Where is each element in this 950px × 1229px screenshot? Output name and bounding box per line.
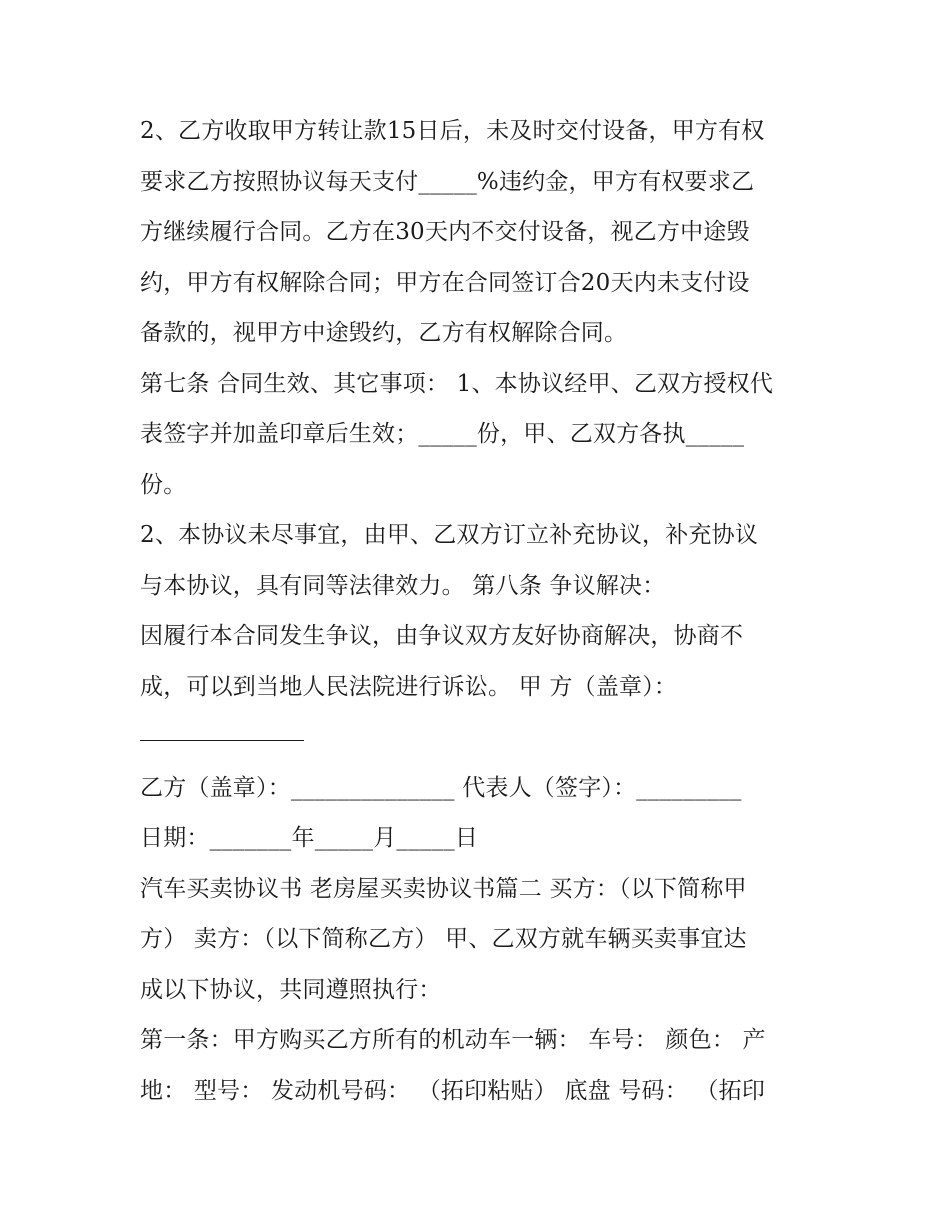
text-line: 与本协议，具有同等法律效力。 第八条 争议解决： (140, 572, 666, 599)
text-line: 第七条 合同生效、其它事项： 1、本协议经甲、乙双方授权代 (140, 370, 774, 397)
text-line: 2、乙方收取甲方转让款15日后，未及时交付设备，甲方有权 (140, 118, 765, 144)
signature-line-party-a (140, 740, 304, 741)
text-line: 乙方（盖章）：______________ 代表人（签字）：_________ (140, 774, 742, 801)
text-line: 备款的，视甲方中途毁约，乙方有权解除合同。 (140, 320, 628, 346)
text-line: 表签字并加盖印章后生效；_____份，甲、乙双方各执_____ (140, 421, 745, 447)
text-line: 日期：_______年_____月_____日 (140, 825, 479, 851)
text-line: 成以下协议，共同遵照执行： (140, 976, 442, 1003)
text-line: 汽车买卖协议书 老房屋买卖协议书篇二 买方：（以下简称甲 (140, 875, 747, 902)
text-line: 地： 型号： 发动机号码： （拓印粘贴） 底盘 号码： （拓印 (140, 1077, 766, 1104)
text-line: 方） 卖方：（以下简称乙方） 甲、乙双方就车辆买卖事宜达 (140, 926, 747, 952)
text-line: 成，可以到当地人民法院进行诉讼。 甲 方（盖章）： (140, 673, 678, 700)
blank-line (140, 712, 820, 763)
text-line: 2、本协议未尽事宜，由甲、乙双方订立补充协议，补充协议 (140, 522, 759, 548)
text-line: 份。 (140, 471, 187, 498)
text-line: 约，甲方有权解除合同；甲方在合同签订合20天内未支付设 (140, 269, 750, 296)
text-line: 要求乙方按照协议每天支付_____%违约金，甲方有权要求乙 (140, 168, 755, 195)
text-line: 因履行本合同发生争议，由争议双方友好协商解决，协商不 (140, 623, 744, 649)
document-body (140, 106, 820, 1116)
text-line: 第一条：甲方购买乙方所有的机动车一辆： 车号： 颜色： 产 (140, 1027, 766, 1053)
text-line: 方继续履行合同。乙方在30天内不交付设备，视乙方中途毁 (140, 219, 750, 245)
